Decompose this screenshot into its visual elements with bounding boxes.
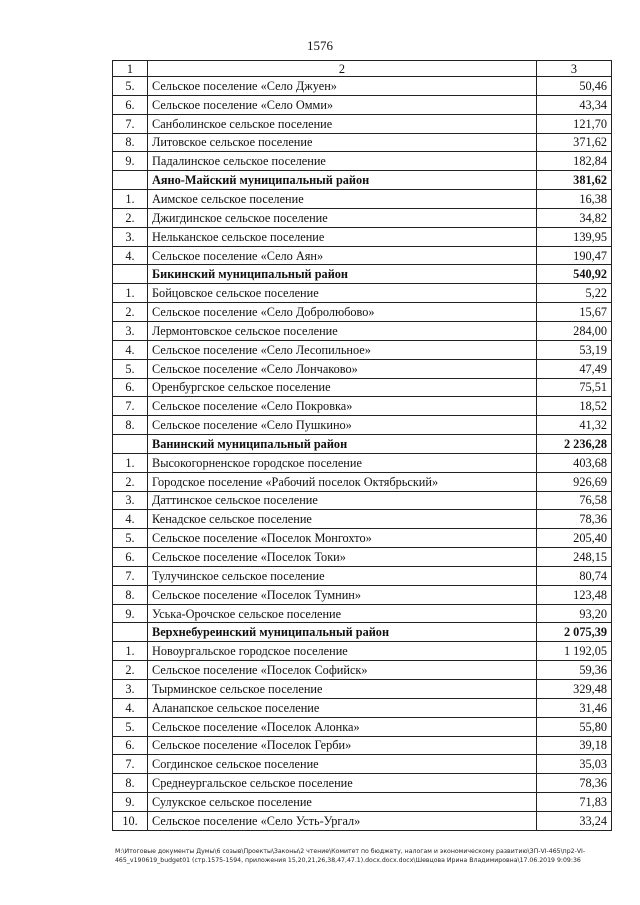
- settlement-name: Сельское поселение «Село Лесопильное»: [148, 340, 537, 359]
- settlement-name: Падалинское сельское поселение: [148, 152, 537, 171]
- table-row: [113, 321, 612, 340]
- settlement-name: Бойцовское сельское поселение: [148, 284, 537, 303]
- budget-value: 33,24: [537, 811, 612, 830]
- settlement-name: Сельское поселение «Село Джуен»: [148, 77, 537, 96]
- budget-value: 284,00: [537, 321, 612, 340]
- budget-value: 926,69: [537, 472, 612, 491]
- district-total-row: [113, 171, 612, 190]
- budget-value: 2 236,28: [537, 435, 612, 454]
- document-footer-path: M:\Итоговые документы Думы\6 созыв\Проекты\Законы\2 чтение\Комитет по бюджету, налогам и экономическому развитию\ЗП-VI-465\пр2-VI-465_v190619_budget01 (стр.1575-1594, приложения 15,20,21,26,38,47,47.1).docx.docx.docx\Шевцова Ирина Владимировна\17.06.2019 9:09:36: [115, 848, 586, 864]
- row-number: 6.: [113, 378, 148, 397]
- table-row: [113, 227, 612, 246]
- budget-value: 31,46: [537, 698, 612, 717]
- budget-value: 5,22: [537, 284, 612, 303]
- budget-value: 43,34: [537, 95, 612, 114]
- settlement-name: Нельканское сельское поселение: [148, 227, 537, 246]
- budget-value: 71,83: [537, 793, 612, 812]
- budget-value: 47,49: [537, 359, 612, 378]
- table-row: [113, 491, 612, 510]
- settlement-name: Аимское сельское поселение: [148, 190, 537, 209]
- header-col-3: 3: [537, 61, 612, 77]
- table-row: [113, 397, 612, 416]
- row-number: 8.: [113, 585, 148, 604]
- budget-table-body: [113, 61, 612, 831]
- settlement-name: Сельское поселение «Село Аян»: [148, 246, 537, 265]
- table-row: [113, 698, 612, 717]
- row-number: 9.: [113, 604, 148, 623]
- settlement-name: Сельское поселение «Поселок Герби»: [148, 736, 537, 755]
- table-row: [113, 208, 612, 227]
- budget-value: 78,36: [537, 774, 612, 793]
- row-number: 5.: [113, 359, 148, 378]
- row-number: 5.: [113, 717, 148, 736]
- row-number: 6.: [113, 736, 148, 755]
- budget-value: 35,03: [537, 755, 612, 774]
- row-number: [113, 435, 148, 454]
- settlement-name: Бикинский муниципальный район: [148, 265, 537, 284]
- settlement-name: Тырминское сельское поселение: [148, 680, 537, 699]
- budget-value: 329,48: [537, 680, 612, 699]
- row-number: 7.: [113, 114, 148, 133]
- row-number: 7.: [113, 397, 148, 416]
- budget-value: 121,70: [537, 114, 612, 133]
- settlement-name: Согдинское сельское поселение: [148, 755, 537, 774]
- row-number: 1.: [113, 284, 148, 303]
- page-number: 1576: [307, 38, 333, 53]
- table-header-row: [113, 61, 612, 77]
- table-row: [113, 642, 612, 661]
- settlement-name: Литовское сельское поселение: [148, 133, 537, 152]
- header-col-2: 2: [148, 61, 537, 77]
- row-number: 2.: [113, 472, 148, 491]
- budget-value: 76,58: [537, 491, 612, 510]
- table-row: [113, 340, 612, 359]
- settlement-name: Джигдинское сельское поселение: [148, 208, 537, 227]
- settlement-name: Сельское поселение «Село Омми»: [148, 95, 537, 114]
- budget-value: 55,80: [537, 717, 612, 736]
- table-row: [113, 585, 612, 604]
- table-row: [113, 359, 612, 378]
- budget-value: 190,47: [537, 246, 612, 265]
- row-number: 1.: [113, 453, 148, 472]
- settlement-name: Городское поселение «Рабочий поселок Октябрьский»: [148, 472, 537, 491]
- budget-value: 39,18: [537, 736, 612, 755]
- settlement-name: Сельское поселение «Село Покровка»: [148, 397, 537, 416]
- settlement-name: Аланапское сельское поселение: [148, 698, 537, 717]
- budget-value: 381,62: [537, 171, 612, 190]
- budget-value: 123,48: [537, 585, 612, 604]
- budget-value: 78,36: [537, 510, 612, 529]
- row-number: 3.: [113, 227, 148, 246]
- budget-value: 248,15: [537, 548, 612, 567]
- budget-value: 16,38: [537, 190, 612, 209]
- row-number: 4.: [113, 246, 148, 265]
- table-row: [113, 246, 612, 265]
- budget-value: 41,32: [537, 416, 612, 435]
- budget-value: 1 192,05: [537, 642, 612, 661]
- row-number: [113, 623, 148, 642]
- table-row: [113, 152, 612, 171]
- row-number: [113, 171, 148, 190]
- table-row: [113, 378, 612, 397]
- settlement-name: Ванинский муниципальный район: [148, 435, 537, 454]
- table-row: [113, 661, 612, 680]
- row-number: 2.: [113, 303, 148, 322]
- row-number: 9.: [113, 152, 148, 171]
- budget-value: 80,74: [537, 566, 612, 585]
- settlement-name: Сельское поселение «Поселок Алонка»: [148, 717, 537, 736]
- settlement-name: Оренбургское сельское поселение: [148, 378, 537, 397]
- table-row: [113, 529, 612, 548]
- budget-value: 540,92: [537, 265, 612, 284]
- budget-value: 139,95: [537, 227, 612, 246]
- settlement-name: Сельское поселение «Поселок Тумнин»: [148, 585, 537, 604]
- table-row: [113, 736, 612, 755]
- row-number: 1.: [113, 642, 148, 661]
- row-number: 2.: [113, 661, 148, 680]
- row-number: 5.: [113, 77, 148, 96]
- table-row: [113, 453, 612, 472]
- budget-value: 59,36: [537, 661, 612, 680]
- district-total-row: [113, 265, 612, 284]
- budget-value: 15,67: [537, 303, 612, 322]
- settlement-name: Среднеургальское сельское поселение: [148, 774, 537, 793]
- row-number: 4.: [113, 698, 148, 717]
- settlement-name: Кенадское сельское поселение: [148, 510, 537, 529]
- budget-value: 18,52: [537, 397, 612, 416]
- settlement-name: Санболинское сельское поселение: [148, 114, 537, 133]
- row-number: 10.: [113, 811, 148, 830]
- row-number: 4.: [113, 510, 148, 529]
- settlement-name: Сельское поселение «Село Пушкино»: [148, 416, 537, 435]
- table-row: [113, 303, 612, 322]
- table-row: [113, 755, 612, 774]
- settlement-name: Сельское поселение «Село Усть-Ургал»: [148, 811, 537, 830]
- settlement-name: Сельское поселение «Поселок Монгохто»: [148, 529, 537, 548]
- table-row: [113, 95, 612, 114]
- row-number: 7.: [113, 566, 148, 585]
- budget-value: 50,46: [537, 77, 612, 96]
- table-row: [113, 190, 612, 209]
- table-row: [113, 604, 612, 623]
- settlement-name: Тулучинское сельское поселение: [148, 566, 537, 585]
- settlement-name: Сельское поселение «Поселок Софийск»: [148, 661, 537, 680]
- table-row: [113, 548, 612, 567]
- table-row: [113, 793, 612, 812]
- table-row: [113, 566, 612, 585]
- row-number: 4.: [113, 340, 148, 359]
- row-number: 8.: [113, 133, 148, 152]
- table-row: [113, 284, 612, 303]
- budget-table: [112, 60, 612, 831]
- budget-value: 371,62: [537, 133, 612, 152]
- budget-value: 53,19: [537, 340, 612, 359]
- settlement-name: Лермонтовское сельское поселение: [148, 321, 537, 340]
- table-row: [113, 77, 612, 96]
- header-col-1: 1: [113, 61, 148, 77]
- table-row: [113, 133, 612, 152]
- table-row: [113, 114, 612, 133]
- settlement-name: Аяно-Майский муниципальный район: [148, 171, 537, 190]
- settlement-name: Сулукское сельское поселение: [148, 793, 537, 812]
- settlement-name: Даттинское сельское поселение: [148, 491, 537, 510]
- settlement-name: Сельское поселение «Поселок Токи»: [148, 548, 537, 567]
- row-number: 9.: [113, 793, 148, 812]
- settlement-name: Сельское поселение «Село Лончаково»: [148, 359, 537, 378]
- settlement-name: Высокогорненское городское поселение: [148, 453, 537, 472]
- row-number: 3.: [113, 680, 148, 699]
- budget-value: 182,84: [537, 152, 612, 171]
- row-number: 7.: [113, 755, 148, 774]
- budget-value: 403,68: [537, 453, 612, 472]
- table-row: [113, 416, 612, 435]
- district-total-row: [113, 623, 612, 642]
- row-number: 3.: [113, 321, 148, 340]
- row-number: 1.: [113, 190, 148, 209]
- row-number: 6.: [113, 548, 148, 567]
- table-row: [113, 811, 612, 830]
- settlement-name: Сельское поселение «Село Добролюбово»: [148, 303, 537, 322]
- district-total-row: [113, 435, 612, 454]
- row-number: 8.: [113, 416, 148, 435]
- table-row: [113, 472, 612, 491]
- row-number: 2.: [113, 208, 148, 227]
- budget-value: 75,51: [537, 378, 612, 397]
- settlement-name: Новоургальское городское поселение: [148, 642, 537, 661]
- table-row: [113, 510, 612, 529]
- budget-value: 2 075,39: [537, 623, 612, 642]
- table-row: [113, 680, 612, 699]
- settlement-name: Верхнебуреинский муниципальный район: [148, 623, 537, 642]
- budget-value: 93,20: [537, 604, 612, 623]
- settlement-name: Уська-Орочское сельское поселение: [148, 604, 537, 623]
- table-row: [113, 774, 612, 793]
- row-number: 5.: [113, 529, 148, 548]
- row-number: 3.: [113, 491, 148, 510]
- row-number: 8.: [113, 774, 148, 793]
- budget-value: 205,40: [537, 529, 612, 548]
- row-number: [113, 265, 148, 284]
- budget-value: 34,82: [537, 208, 612, 227]
- row-number: 6.: [113, 95, 148, 114]
- table-row: [113, 717, 612, 736]
